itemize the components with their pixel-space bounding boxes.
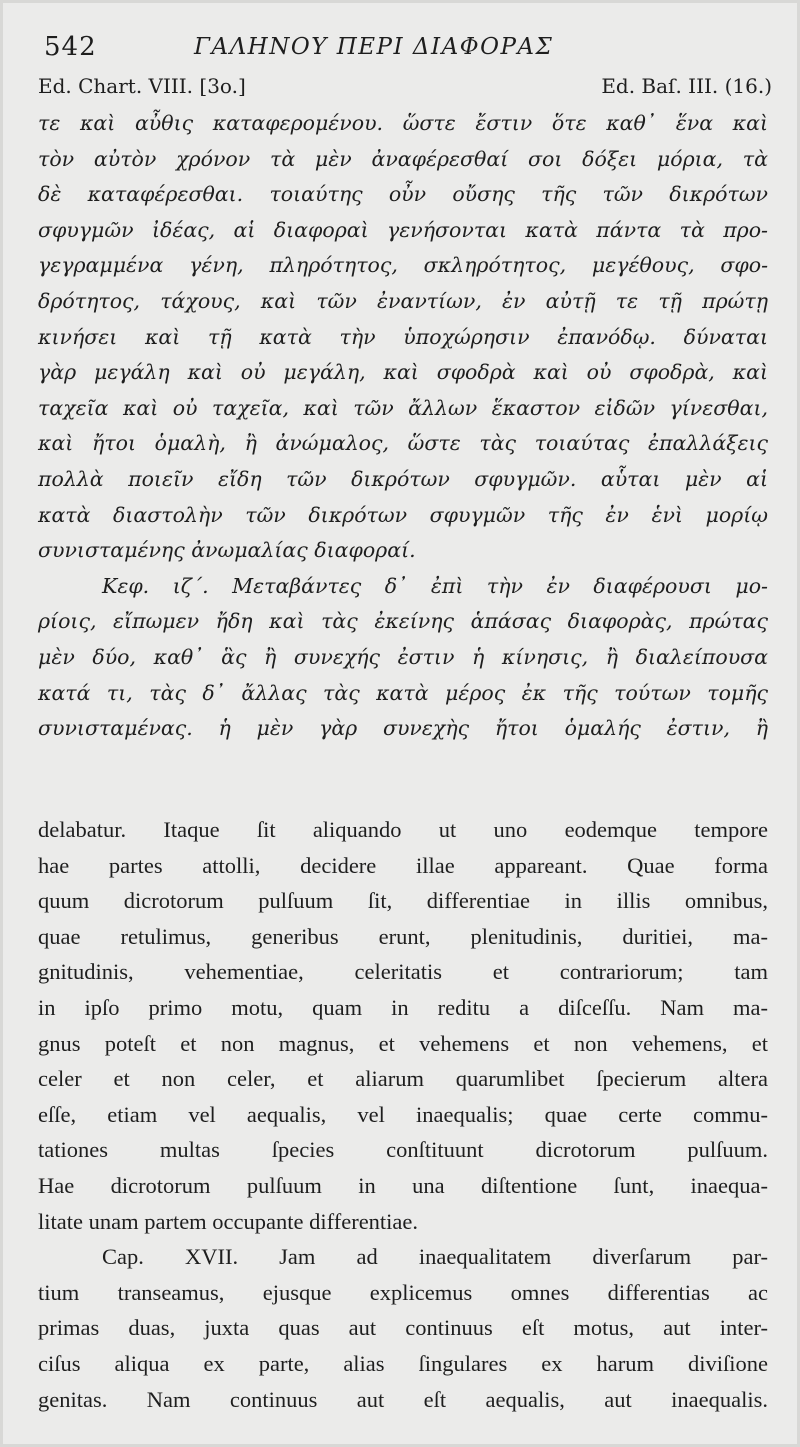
greek-line: σφυγμῶν ἰδέας, αἱ διαφοραὶ γενήσονται κατὰ πάντα τὰ προ- — [38, 217, 768, 242]
latin-text-block — [38, 812, 768, 1417]
greek-text-block — [38, 106, 768, 747]
edition-references — [38, 74, 772, 104]
page-number: 542 — [44, 32, 97, 62]
latin-chapter-heading-line: Cap. XVII. Jam ad inaequalitatem diverſarum par- — [102, 1244, 768, 1270]
running-title: ΓΑΛΗΝΟΥ ΠΕΡΙ ΔΙΑΦΟΡΑΣ — [194, 34, 554, 60]
greek-line: τε καὶ αὖθις καταφερομένου. ὥστε ἔστιν ὅτε καθ᾽ ἕνα καὶ — [38, 111, 768, 135]
greek-line: δρότητος, τάχους, καὶ τῶν ἐναντίων, ἐν αὐτῇ τε τῇ πρώτῃ — [38, 288, 768, 313]
latin-line: eſſe, etiam vel aequalis, vel inaequalis; quae certe commu- — [38, 1101, 768, 1127]
latin-line: Hae dicrotorum pulſuum in una diſtentione ſunt, inaequa- — [38, 1172, 768, 1198]
greek-line: κατά τι, τὰς δ᾽ ἄλλας τὰς κατὰ μέρος ἐκ τῆς τούτων τομῆς — [38, 680, 768, 705]
latin-line: ciſus aliqua ex parte, alias ſingulares ex harum diviſione — [38, 1350, 768, 1376]
greek-line: ρίοις, εἴπωμεν ἤδη καὶ τὰς ἐκείνης ἁπάσας διαφορὰς, πρώτας — [38, 609, 768, 634]
greek-line: ταχεῖα καὶ οὐ ταχεῖα, καὶ τῶν ἄλλων ἕκαστον εἰδῶν γίνεσθαι, — [38, 395, 768, 420]
latin-line: in ipſo primo motu, quam in reditu a diſceſſu. Nam ma- — [38, 994, 768, 1020]
latin-line: genitas. Nam continuus aut eſt aequalis, aut inaequalis. — [38, 1386, 768, 1412]
greek-line: κινήσει καὶ τῇ κατὰ τὴν ὑποχώρησιν ἐπανόδῳ. δύναται — [38, 324, 768, 349]
latin-line: primas duas, juxta quas aut continuus eſt motus, aut inter- — [38, 1315, 768, 1341]
edition-basel: Ed. Baſ. III. (16.) — [601, 74, 772, 98]
latin-line: delabatur. Itaque ſit aliquando ut uno eodemque tempore — [38, 817, 768, 842]
latin-line: litate unam partem occupante differentiae. — [38, 1208, 419, 1234]
page-header — [44, 30, 756, 64]
latin-line: tationes multas ſpecies conſtituunt dicrotorum pulſuum. — [38, 1137, 768, 1163]
greek-chapter-heading-line: Κεφ. ιζ΄. Μεταβάντες δ᾽ ἐπὶ τὴν ἐν διαφέρουσι μο- — [102, 573, 768, 598]
latin-line: celer et non celer, et aliarum quarumlibet ſpecierum altera — [38, 1066, 768, 1092]
latin-line: hae partes attolli, decidere illae appareant. Quae forma — [38, 852, 768, 878]
greek-line: συνισταμένας. ἡ μὲν γὰρ συνεχὴς ἤτοι ὁμαλής ἐστιν, ἢ — [38, 716, 768, 741]
greek-line: γὰρ μεγάλη καὶ οὐ μεγάλη, καὶ σφοδρὰ καὶ οὐ σφοδρὰ, καὶ — [38, 360, 768, 385]
greek-line: πολλὰ ποιεῖν εἴδη τῶν δικρότων σφυγμῶν. αὗται μὲν αἱ — [38, 466, 768, 491]
greek-line: καὶ ἤτοι ὁμαλὴ, ἢ ἀνώμαλος, ὥστε τὰς τοιαύτας ἐπαλλάξεις — [38, 431, 768, 456]
edition-chartier: Ed. Chart. VIII. [3o.] — [38, 74, 246, 98]
latin-line: quum dicrotorum pulſuum ſit, differentiae in illis omnibus, — [38, 888, 768, 914]
greek-line: τὸν αὐτὸν χρόνον τὰ μὲν ἀναφέρεσθαί σοι δόξει μόρια, τὰ — [38, 146, 768, 171]
latin-line: gnus poteſt et non magnus, et vehemens et non vehemens, et — [38, 1030, 768, 1056]
latin-line: tium transeamus, ejusque explicemus omnes differentias ac — [38, 1279, 768, 1305]
latin-line: quae retulimus, generibus erunt, plenitudinis, duritiei, ma- — [38, 923, 768, 949]
greek-line: δὲ καταφέρεσθαι. τοιαύτης οὖν οὔσης τῆς τῶν δικρότων — [38, 182, 768, 207]
greek-line: κατὰ διαστολὴν τῶν δικρότων σφυγμῶν τῆς ἐν ἑνὶ μορίῳ — [38, 502, 768, 527]
latin-line: gnitudinis, vehementiae, celeritatis et contrariorum; tam — [38, 959, 768, 985]
greek-line: μὲν δύο, καθ᾽ ἃς ἢ συνεχής ἐστιν ἡ κίνησις, ἢ διαλείπουσα — [38, 644, 768, 669]
greek-line: γεγραμμένα γένη, πληρότητος, σκληρότητος, μεγέθους, σφο- — [38, 253, 768, 278]
greek-line: συνισταμένης ἀνωμαλίας διαφοραί. — [38, 538, 416, 563]
